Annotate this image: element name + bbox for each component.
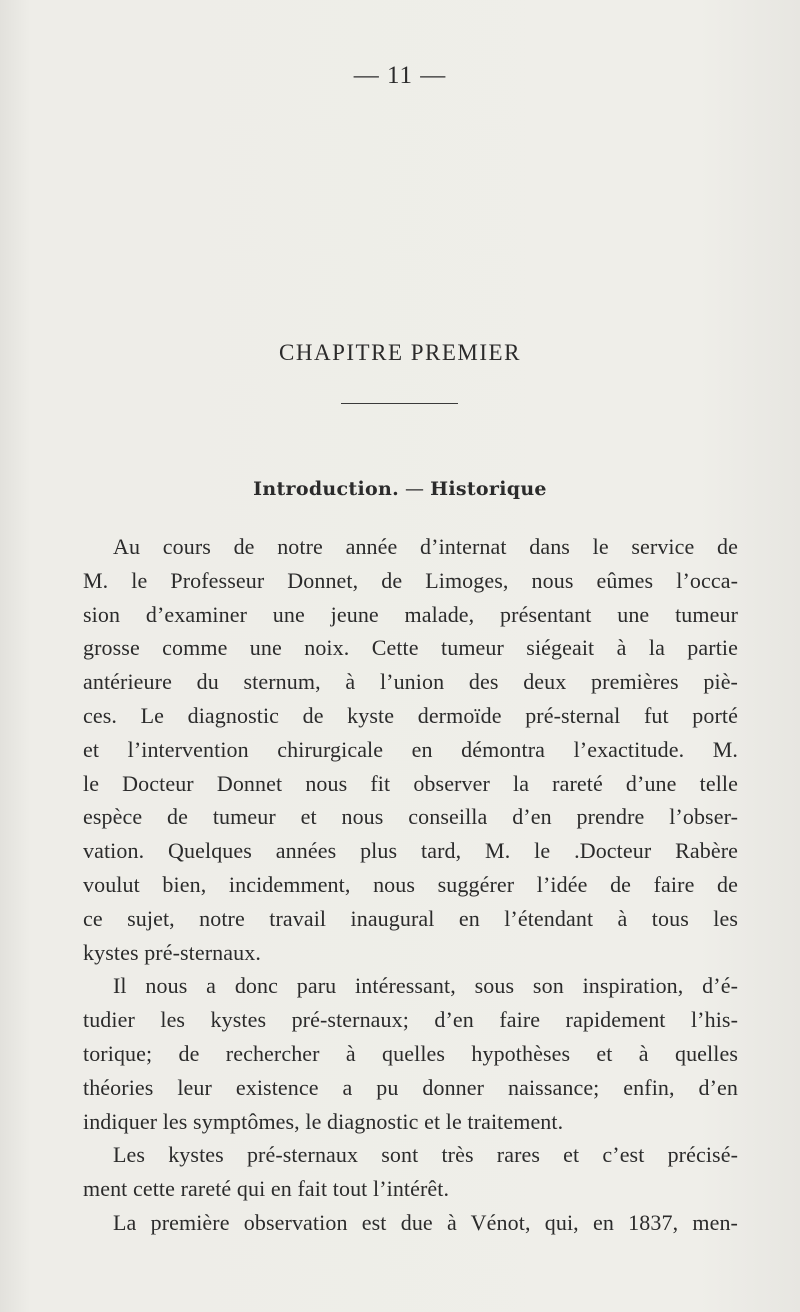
text-line: espèce de tumeur et nous conseilla d’en prendre l’obser- xyxy=(83,804,738,830)
text-line: et l’intervention chirurgicale en démontra l’exactitude. M. xyxy=(83,736,738,762)
body-text xyxy=(83,530,738,1240)
text-line: théories leur existence a pu donner naissance; enfin, d’en xyxy=(83,1074,738,1100)
section-title-introduction: Introduction. xyxy=(253,478,399,500)
text-line: indiquer les symptômes, le diagnostic et le traitement. xyxy=(83,1108,564,1134)
text-line: ces. Le diagnostic de kyste dermoïde pré-sternal fut porté xyxy=(83,702,738,728)
text-line: La première observation est due à Vénot, qui, en 1837, men- xyxy=(113,1209,738,1235)
text-line: antérieure du sternum, à l’union des deux premières piè- xyxy=(83,669,738,695)
text-line: tudier les kystes pré-sternaux; d’en faire rapidement l’his- xyxy=(83,1007,738,1033)
section-title xyxy=(0,478,800,500)
text-line: Au cours de notre année d’internat dans le service de xyxy=(113,534,738,559)
chapter-title: CHAPITRE PREMIER xyxy=(279,340,521,365)
text-line: ce sujet, notre travail inaugural en l’étendant à tous les xyxy=(83,905,738,931)
text-line: torique; de rechercher à quelles hypothèses et à quelles xyxy=(83,1040,738,1066)
text-line: grosse comme une noix. Cette tumeur siégeait à la partie xyxy=(83,635,738,661)
section-title-separator: — xyxy=(399,478,431,500)
page-number: — 11 — xyxy=(353,62,447,89)
section-title-historique: Historique xyxy=(430,478,547,500)
text-line: vation. Quelques années plus tard, M. le .Docteur Rabère xyxy=(83,838,738,864)
text-line: ment cette rareté qui en fait tout l’intérêt. xyxy=(83,1176,450,1202)
text-line: le Docteur Donnet nous fit observer la rareté d’une telle xyxy=(83,770,738,796)
text-line: Les kystes pré-sternaux sont très rares et c’est précisé- xyxy=(113,1142,738,1168)
text-line: Il nous a donc paru intéressant, sous son inspiration, d’é- xyxy=(113,973,738,999)
separator-rule xyxy=(341,403,458,404)
text-line: voulut bien, incidemment, nous suggérer l’idée de faire de xyxy=(83,871,738,897)
text-line: M. le Professeur Donnet, de Limoges, nous eûmes l’occa- xyxy=(83,567,738,593)
text-line: sion d’examiner une jeune malade, présentant une tumeur xyxy=(83,601,738,627)
text-line: kystes pré-sternaux. xyxy=(83,939,261,965)
